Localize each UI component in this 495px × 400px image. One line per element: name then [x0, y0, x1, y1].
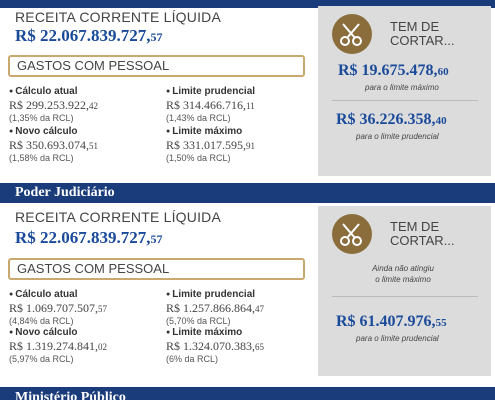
gastos-pessoal-box: GASTOS COM PESSOAL [8, 55, 305, 77]
gastos-pessoal-box: GASTOS COM PESSOAL [8, 258, 305, 280]
section-header-judiciario: Poder Judiciário [0, 183, 495, 203]
cut-value-prudencial: R$ 36.226.358,40 [336, 111, 447, 128]
scissors-icon [332, 214, 372, 254]
rcl-value: R$ 22.067.839.727,57 [15, 228, 163, 247]
tem-de-cortar-label: TEM DE CORTAR... [390, 19, 455, 48]
novo-calculo: ● Novo cálculo R$ 1.319.274.841,02 (5,97% da RCL) [9, 327, 107, 365]
scissors-icon [332, 14, 372, 54]
cut-panel [318, 206, 491, 376]
rcl-label: RECEITA CORRENTE LÍQUIDA [15, 9, 222, 25]
calculo-atual: ● Cálculo atual R$ 299.253.922,42 (1,35% da RCL) [9, 86, 98, 124]
caption-limite-prudencial: para o limite prudencial [356, 132, 439, 141]
rcl-label: RECEITA CORRENTE LÍQUIDA [15, 209, 222, 225]
limite-maximo: ● Limite máximo R$ 331.017.595,91 (1,50% da RCL) [166, 126, 255, 164]
limite-prudencial: ● Limite prudencial R$ 314.466.716,11 (1,43% da RCL) [166, 86, 255, 124]
section-header-ministerio-publico: Ministério Público [0, 387, 495, 400]
rcl-value: R$ 22.067.839.727,57 [15, 26, 163, 45]
cut-value-prudencial: R$ 61.407.976,55 [336, 313, 447, 330]
limite-maximo: ● Limite máximo R$ 1.324.070.383,65 (6% da RCL) [166, 327, 264, 365]
caption-limite-prudencial: para o limite prudencial [356, 334, 439, 343]
caption-limite-maximo: para o limite máximo [365, 83, 439, 92]
panel-divider [332, 100, 478, 101]
cut-value-maximo: R$ 19.675.478,60 [338, 62, 449, 79]
panel-divider [332, 296, 478, 297]
novo-calculo: ● Novo cálculo R$ 350.693.074,51 (1,58% da RCL) [9, 126, 98, 164]
cut-panel [318, 6, 491, 176]
calculo-atual: ● Cálculo atual R$ 1.069.707.507,57 (4,84% da RCL) [9, 289, 107, 327]
limite-note: Ainda não atingiu o limite máximo [372, 264, 434, 284]
tem-de-cortar-label: TEM DE CORTAR... [390, 219, 455, 248]
limite-prudencial: ● Limite prudencial R$ 1.257.866.864,47 (5,70% da RCL) [166, 289, 264, 327]
